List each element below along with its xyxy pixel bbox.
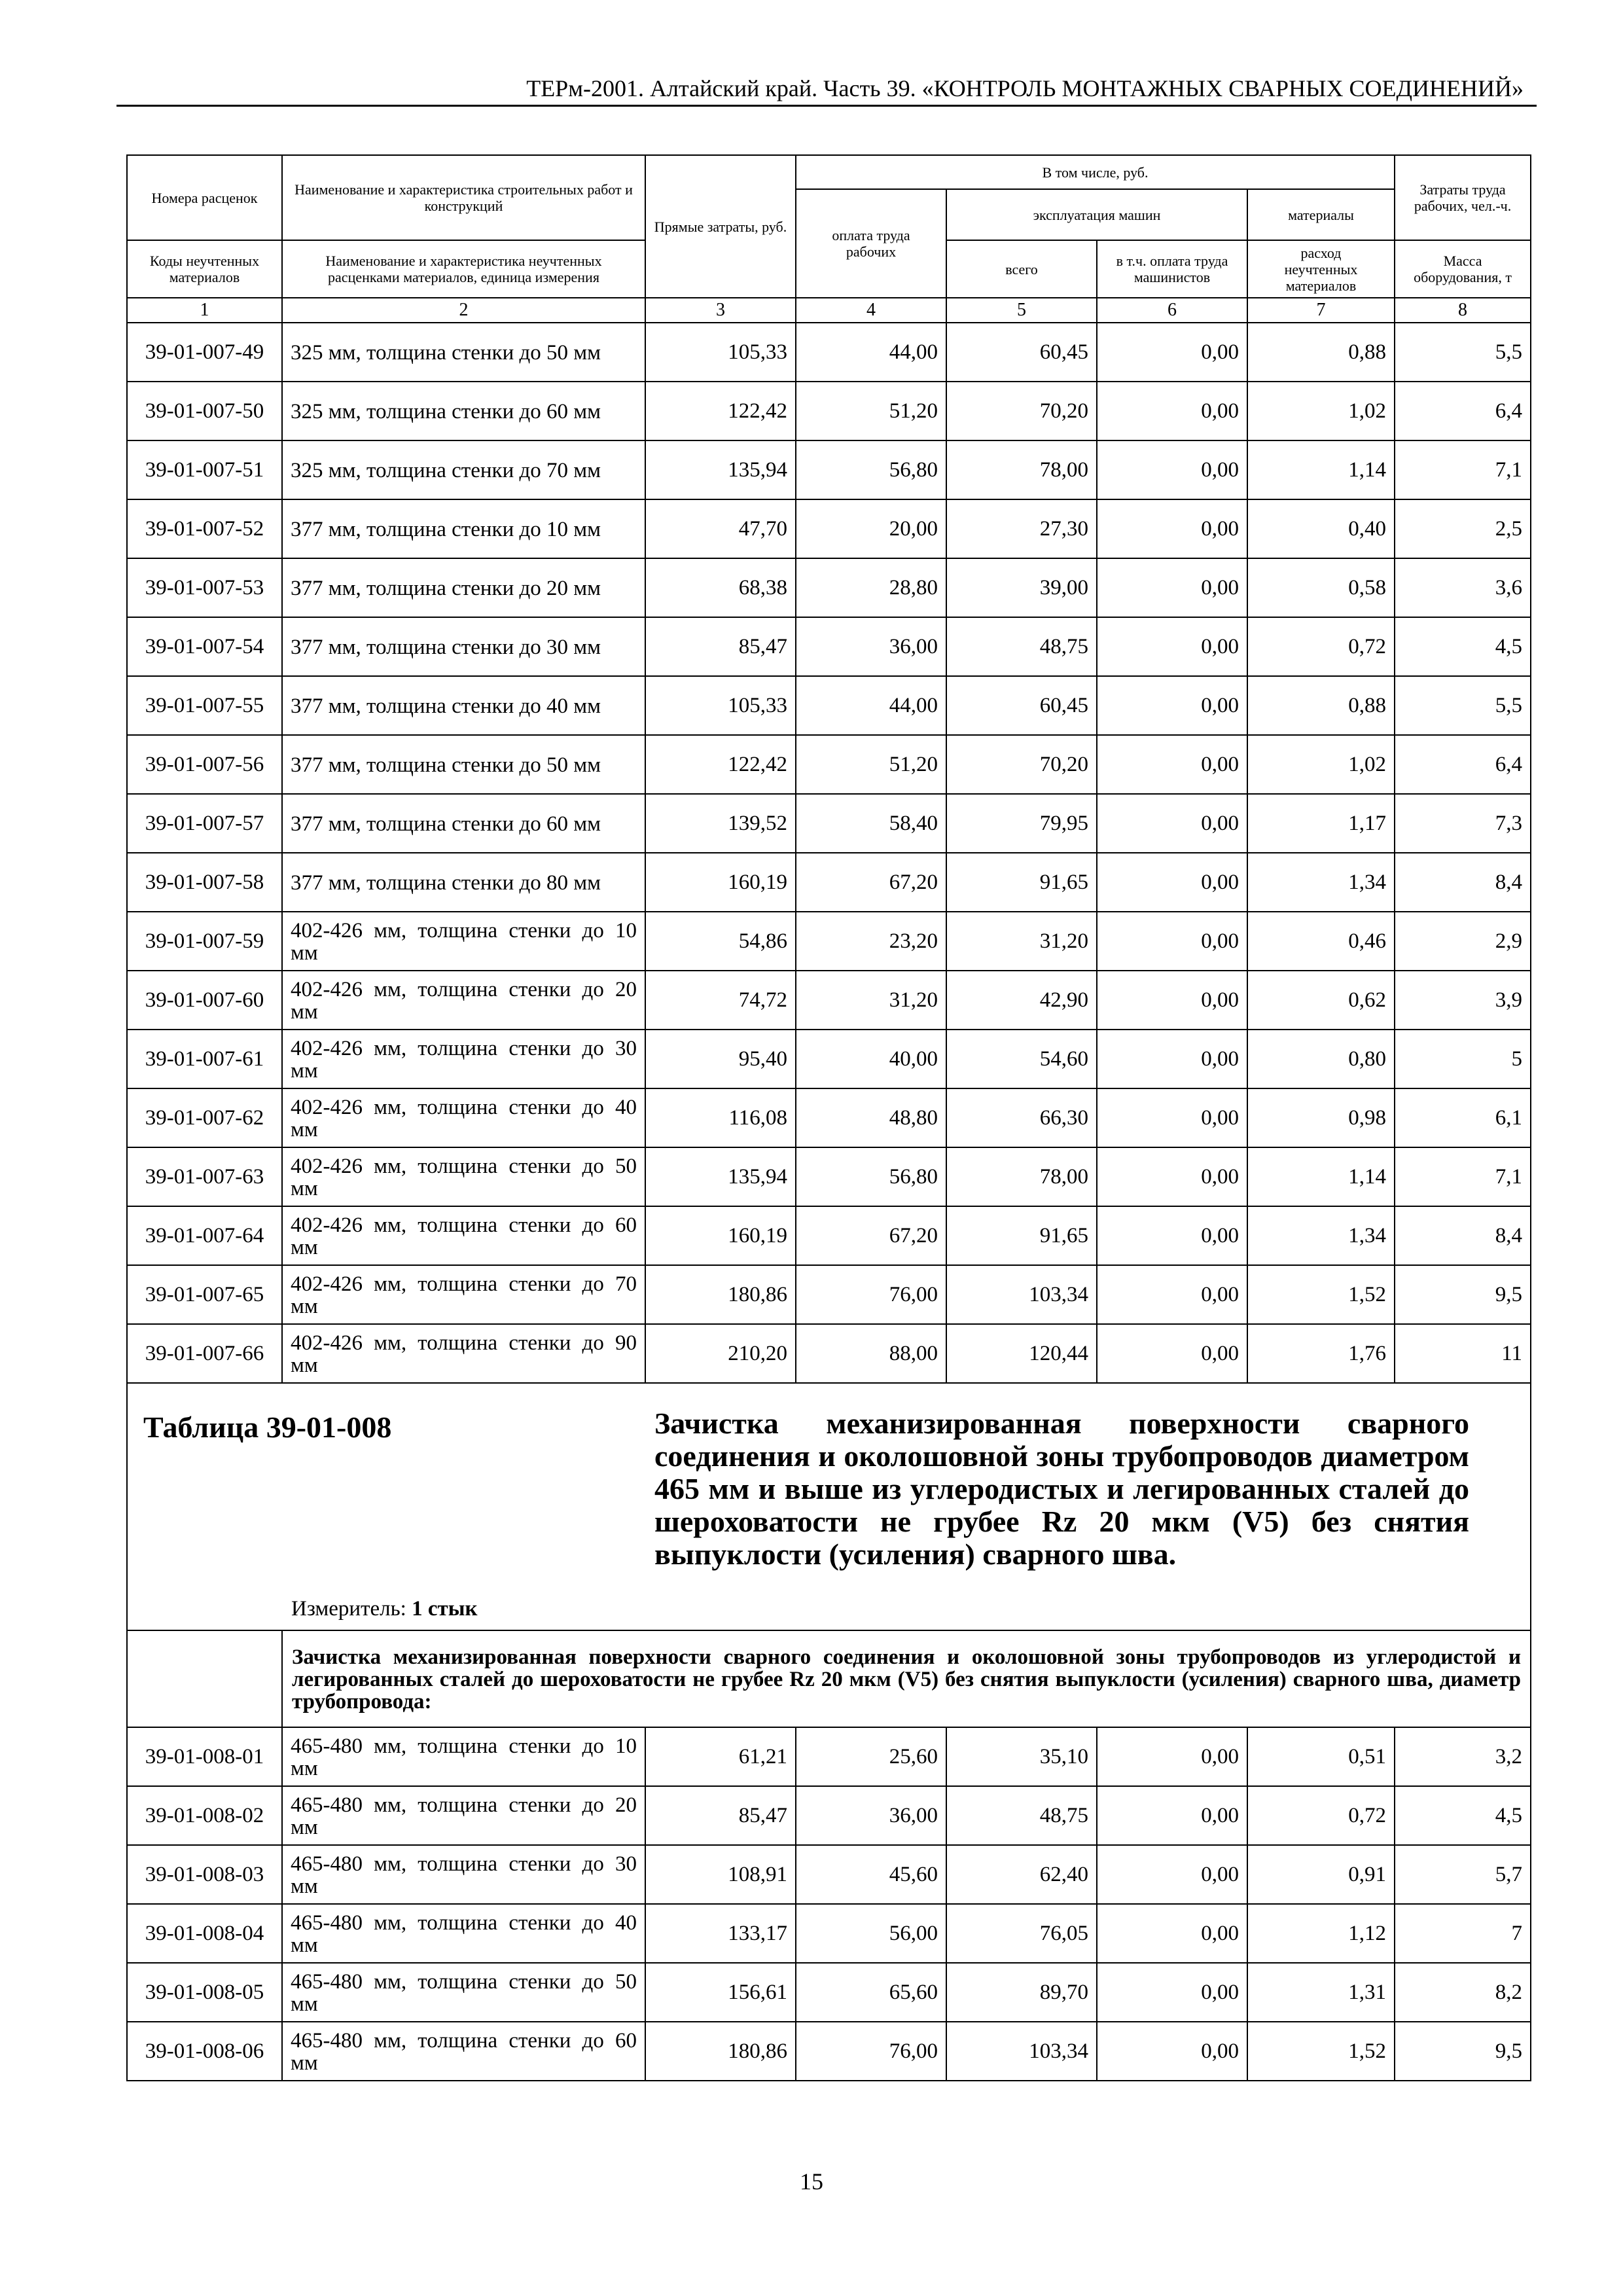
direct-costs: 105,33 bbox=[645, 323, 796, 382]
machine-operators-pay: 0,00 bbox=[1097, 1963, 1247, 2022]
rate-code: 39-01-008-06 bbox=[127, 2022, 282, 2081]
direct-costs: 180,86 bbox=[645, 2022, 796, 2081]
labor-pay: 48,80 bbox=[796, 1088, 946, 1147]
machines-total: 91,65 bbox=[946, 853, 1097, 912]
machine-operators-pay: 0,00 bbox=[1097, 971, 1247, 1030]
labor-pay: 44,00 bbox=[796, 676, 946, 735]
machines-total: 70,20 bbox=[946, 382, 1097, 440]
labor-hours: 8,4 bbox=[1395, 853, 1531, 912]
direct-costs: 85,47 bbox=[645, 617, 796, 676]
labor-pay: 56,80 bbox=[796, 440, 946, 499]
table-row bbox=[127, 853, 1531, 912]
labor-hours: 7,1 bbox=[1395, 440, 1531, 499]
meter-value: 1 стык bbox=[412, 1597, 478, 1621]
rates-table bbox=[126, 154, 1531, 2081]
column-number: 2 bbox=[282, 298, 645, 323]
table-row bbox=[127, 1265, 1531, 1324]
direct-costs: 85,47 bbox=[645, 1786, 796, 1845]
column-number: 4 bbox=[796, 298, 946, 323]
labor-pay: 45,60 bbox=[796, 1845, 946, 1904]
table-39-01-008-title-row bbox=[127, 1383, 1531, 1630]
table-row bbox=[127, 1324, 1531, 1383]
column-number: 8 bbox=[1395, 298, 1531, 323]
th-labor-costs: Затраты труда рабочих, чел.-ч. bbox=[1395, 155, 1531, 240]
header-row-1 bbox=[127, 155, 1531, 189]
table-row bbox=[127, 971, 1531, 1030]
table-row bbox=[127, 1904, 1531, 1963]
table-row bbox=[127, 499, 1531, 558]
th-code-mat: Коды неучтенных материалов bbox=[127, 240, 282, 298]
direct-costs: 68,38 bbox=[645, 558, 796, 617]
labor-hours: 7,1 bbox=[1395, 1147, 1531, 1206]
direct-costs: 108,91 bbox=[645, 1845, 796, 1904]
th-labor-pay: оплата труда рабочих bbox=[796, 189, 946, 298]
materials: 1,31 bbox=[1247, 1963, 1395, 2022]
rate-code: 39-01-007-57 bbox=[127, 794, 282, 853]
column-number: 1 bbox=[127, 298, 282, 323]
direct-costs: 54,86 bbox=[645, 912, 796, 971]
table-row bbox=[127, 1786, 1531, 1845]
machines-total: 78,00 bbox=[946, 1147, 1097, 1206]
rate-code: 39-01-007-50 bbox=[127, 382, 282, 440]
machines-total: 48,75 bbox=[946, 617, 1097, 676]
labor-pay: 40,00 bbox=[796, 1030, 946, 1088]
machines-total: 48,75 bbox=[946, 1786, 1097, 1845]
direct-costs: 210,20 bbox=[645, 1324, 796, 1383]
th-machines-total: всего bbox=[946, 240, 1097, 298]
labor-hours: 7 bbox=[1395, 1904, 1531, 1963]
table-row bbox=[127, 1206, 1531, 1265]
machine-operators-pay: 0,00 bbox=[1097, 1206, 1247, 1265]
machine-operators-pay: 0,00 bbox=[1097, 735, 1247, 794]
rate-description: 402-426 мм, толщина стенки до 60 мм bbox=[282, 1206, 645, 1265]
machine-operators-pay: 0,00 bbox=[1097, 1845, 1247, 1904]
rate-description: 465-480 мм, толщина стенки до 40 мм bbox=[282, 1904, 645, 1963]
materials: 0,51 bbox=[1247, 1727, 1395, 1786]
labor-hours: 5,5 bbox=[1395, 676, 1531, 735]
rate-code: 39-01-007-59 bbox=[127, 912, 282, 971]
machine-operators-pay: 0,00 bbox=[1097, 1265, 1247, 1324]
labor-pay: 76,00 bbox=[796, 1265, 946, 1324]
machines-total: 39,00 bbox=[946, 558, 1097, 617]
th-machines-operators: в т.ч. оплата труда машинистов bbox=[1097, 240, 1247, 298]
machines-total: 76,05 bbox=[946, 1904, 1097, 1963]
rate-description: 402-426 мм, толщина стенки до 30 мм bbox=[282, 1030, 645, 1088]
labor-pay: 51,20 bbox=[796, 735, 946, 794]
labor-pay: 25,60 bbox=[796, 1727, 946, 1786]
rate-description: 465-480 мм, толщина стенки до 30 мм bbox=[282, 1845, 645, 1904]
table-number: Таблица 39-01-008 bbox=[143, 1410, 392, 1444]
materials: 1,76 bbox=[1247, 1324, 1395, 1383]
table-row bbox=[127, 735, 1531, 794]
labor-hours: 4,5 bbox=[1395, 617, 1531, 676]
labor-pay: 36,00 bbox=[796, 1786, 946, 1845]
table-row bbox=[127, 2022, 1531, 2081]
rate-description: 402-426 мм, толщина стенки до 90 мм bbox=[282, 1324, 645, 1383]
machine-operators-pay: 0,00 bbox=[1097, 1904, 1247, 1963]
machines-total: 31,20 bbox=[946, 912, 1097, 971]
machines-total: 66,30 bbox=[946, 1088, 1097, 1147]
machines-total: 103,34 bbox=[946, 2022, 1097, 2081]
page-header bbox=[116, 71, 1537, 107]
materials: 0,88 bbox=[1247, 323, 1395, 382]
table-row bbox=[127, 1727, 1531, 1786]
rate-description: 325 мм, толщина стенки до 70 мм bbox=[282, 440, 645, 499]
labor-hours: 9,5 bbox=[1395, 2022, 1531, 2081]
labor-pay: 65,60 bbox=[796, 1963, 946, 2022]
column-number: 6 bbox=[1097, 298, 1247, 323]
rate-code: 39-01-007-62 bbox=[127, 1088, 282, 1147]
labor-hours: 4,5 bbox=[1395, 1786, 1531, 1845]
machine-operators-pay: 0,00 bbox=[1097, 2022, 1247, 2081]
machine-operators-pay: 0,00 bbox=[1097, 1786, 1247, 1845]
machine-operators-pay: 0,00 bbox=[1097, 1727, 1247, 1786]
rate-code: 39-01-007-60 bbox=[127, 971, 282, 1030]
machines-total: 42,90 bbox=[946, 971, 1097, 1030]
rate-description: 377 мм, толщина стенки до 20 мм bbox=[282, 558, 645, 617]
rate-code: 39-01-008-05 bbox=[127, 1963, 282, 2022]
labor-pay: 23,20 bbox=[796, 912, 946, 971]
rate-code: 39-01-007-53 bbox=[127, 558, 282, 617]
rate-description: 325 мм, толщина стенки до 60 мм bbox=[282, 382, 645, 440]
labor-hours: 6,4 bbox=[1395, 382, 1531, 440]
rate-code: 39-01-008-03 bbox=[127, 1845, 282, 1904]
table-row bbox=[127, 1845, 1531, 1904]
rate-code: 39-01-007-56 bbox=[127, 735, 282, 794]
machine-operators-pay: 0,00 bbox=[1097, 323, 1247, 382]
machine-operators-pay: 0,00 bbox=[1097, 617, 1247, 676]
section-heading-row bbox=[127, 1630, 1531, 1727]
rate-code: 39-01-007-65 bbox=[127, 1265, 282, 1324]
column-numbers-row bbox=[127, 298, 1531, 323]
labor-pay: 28,80 bbox=[796, 558, 946, 617]
materials: 1,02 bbox=[1247, 382, 1395, 440]
rate-code: 39-01-007-61 bbox=[127, 1030, 282, 1088]
labor-hours: 8,2 bbox=[1395, 1963, 1531, 2022]
page-number: 15 bbox=[800, 2168, 823, 2195]
section-heading: Зачистка механизированная поверхности сварного соединения и околошовной зоны трубопроводов из углеродистой и легированных сталей до шероховатости не грубее Rz 20 мкм (V5) без снятия выпуклости (усиления) сварного шва, диаметр трубопровода: bbox=[282, 1630, 1531, 1727]
machines-total: 60,45 bbox=[946, 323, 1097, 382]
direct-costs: 105,33 bbox=[645, 676, 796, 735]
materials: 0,88 bbox=[1247, 676, 1395, 735]
machine-operators-pay: 0,00 bbox=[1097, 676, 1247, 735]
labor-pay: 67,20 bbox=[796, 853, 946, 912]
labor-hours: 2,9 bbox=[1395, 912, 1531, 971]
materials: 0,91 bbox=[1247, 1845, 1395, 1904]
rate-description: 402-426 мм, толщина стенки до 10 мм bbox=[282, 912, 645, 971]
rate-description: 465-480 мм, толщина стенки до 60 мм bbox=[282, 2022, 645, 2081]
direct-costs: 61,21 bbox=[645, 1727, 796, 1786]
machines-total: 103,34 bbox=[946, 1265, 1097, 1324]
machines-total: 79,95 bbox=[946, 794, 1097, 853]
rate-description: 402-426 мм, толщина стенки до 20 мм bbox=[282, 971, 645, 1030]
rate-description: 377 мм, толщина стенки до 50 мм bbox=[282, 735, 645, 794]
table-row bbox=[127, 1088, 1531, 1147]
rate-description: 377 мм, толщина стенки до 60 мм bbox=[282, 794, 645, 853]
direct-costs: 133,17 bbox=[645, 1904, 796, 1963]
rate-description: 402-426 мм, толщина стенки до 70 мм bbox=[282, 1265, 645, 1324]
materials: 0,40 bbox=[1247, 499, 1395, 558]
table-row bbox=[127, 794, 1531, 853]
direct-costs: 47,70 bbox=[645, 499, 796, 558]
materials: 1,52 bbox=[1247, 2022, 1395, 2081]
labor-pay: 58,40 bbox=[796, 794, 946, 853]
machines-total: 91,65 bbox=[946, 1206, 1097, 1265]
labor-hours: 8,4 bbox=[1395, 1206, 1531, 1265]
materials: 1,52 bbox=[1247, 1265, 1395, 1324]
rate-code: 39-01-007-51 bbox=[127, 440, 282, 499]
labor-hours: 6,1 bbox=[1395, 1088, 1531, 1147]
rate-description: 465-480 мм, толщина стенки до 50 мм bbox=[282, 1963, 645, 2022]
labor-pay: 20,00 bbox=[796, 499, 946, 558]
labor-hours: 3,9 bbox=[1395, 971, 1531, 1030]
labor-hours: 3,2 bbox=[1395, 1727, 1531, 1786]
rate-code: 39-01-007-66 bbox=[127, 1324, 282, 1383]
materials: 1,34 bbox=[1247, 1206, 1395, 1265]
machine-operators-pay: 0,00 bbox=[1097, 382, 1247, 440]
rate-code: 39-01-008-04 bbox=[127, 1904, 282, 1963]
labor-hours: 6,4 bbox=[1395, 735, 1531, 794]
materials: 0,72 bbox=[1247, 617, 1395, 676]
machines-total: 78,00 bbox=[946, 440, 1097, 499]
labor-hours: 11 bbox=[1395, 1324, 1531, 1383]
rate-code: 39-01-007-54 bbox=[127, 617, 282, 676]
direct-costs: 160,19 bbox=[645, 1206, 796, 1265]
machines-total: 27,30 bbox=[946, 499, 1097, 558]
th-name-mat: Наименование и характеристика неучтенных расценками материалов, единица измерения bbox=[282, 240, 645, 298]
machine-operators-pay: 0,00 bbox=[1097, 440, 1247, 499]
machine-operators-pay: 0,00 bbox=[1097, 499, 1247, 558]
materials: 0,72 bbox=[1247, 1786, 1395, 1845]
machines-total: 70,20 bbox=[946, 735, 1097, 794]
rate-description: 402-426 мм, толщина стенки до 50 мм bbox=[282, 1147, 645, 1206]
rate-description: 402-426 мм, толщина стенки до 40 мм bbox=[282, 1088, 645, 1147]
direct-costs: 95,40 bbox=[645, 1030, 796, 1088]
machines-total: 89,70 bbox=[946, 1963, 1097, 2022]
table-row bbox=[127, 1030, 1531, 1088]
labor-hours: 5,7 bbox=[1395, 1845, 1531, 1904]
table-row bbox=[127, 676, 1531, 735]
direct-costs: 135,94 bbox=[645, 1147, 796, 1206]
direct-costs: 122,42 bbox=[645, 735, 796, 794]
labor-pay: 51,20 bbox=[796, 382, 946, 440]
rate-description: 377 мм, толщина стенки до 30 мм bbox=[282, 617, 645, 676]
labor-hours: 3,6 bbox=[1395, 558, 1531, 617]
labor-pay: 36,00 bbox=[796, 617, 946, 676]
materials: 1,14 bbox=[1247, 440, 1395, 499]
table-row bbox=[127, 1963, 1531, 2022]
materials: 0,46 bbox=[1247, 912, 1395, 971]
labor-pay: 44,00 bbox=[796, 323, 946, 382]
labor-hours: 5,5 bbox=[1395, 323, 1531, 382]
machines-total: 35,10 bbox=[946, 1727, 1097, 1786]
materials: 0,98 bbox=[1247, 1088, 1395, 1147]
labor-hours: 9,5 bbox=[1395, 1265, 1531, 1324]
rate-description: 325 мм, толщина стенки до 50 мм bbox=[282, 323, 645, 382]
th-name: Наименование и характеристика строительных работ и конструкций bbox=[282, 155, 645, 240]
materials: 1,02 bbox=[1247, 735, 1395, 794]
machines-total: 62,40 bbox=[946, 1845, 1097, 1904]
rate-description: 377 мм, толщина стенки до 40 мм bbox=[282, 676, 645, 735]
machines-total: 54,60 bbox=[946, 1030, 1097, 1088]
labor-pay: 56,80 bbox=[796, 1147, 946, 1206]
th-direct: Прямые затраты, руб. bbox=[645, 155, 796, 298]
rate-description: 465-480 мм, толщина стенки до 10 мм bbox=[282, 1727, 645, 1786]
machine-operators-pay: 0,00 bbox=[1097, 558, 1247, 617]
direct-costs: 74,72 bbox=[645, 971, 796, 1030]
direct-costs: 135,94 bbox=[645, 440, 796, 499]
th-equipment-mass: Масса оборудования, т bbox=[1395, 240, 1531, 298]
th-materials: материалы bbox=[1247, 189, 1395, 240]
machine-operators-pay: 0,00 bbox=[1097, 853, 1247, 912]
labor-pay: 56,00 bbox=[796, 1904, 946, 1963]
machine-operators-pay: 0,00 bbox=[1097, 794, 1247, 853]
direct-costs: 156,61 bbox=[645, 1963, 796, 2022]
meter bbox=[291, 1597, 478, 1621]
machine-operators-pay: 0,00 bbox=[1097, 1088, 1247, 1147]
materials: 0,80 bbox=[1247, 1030, 1395, 1088]
machines-total: 120,44 bbox=[946, 1324, 1097, 1383]
meter-label: Измеритель: bbox=[291, 1597, 406, 1621]
rate-code: 39-01-008-02 bbox=[127, 1786, 282, 1845]
table-row bbox=[127, 912, 1531, 971]
materials: 1,17 bbox=[1247, 794, 1395, 853]
machine-operators-pay: 0,00 bbox=[1097, 1030, 1247, 1088]
machine-operators-pay: 0,00 bbox=[1097, 1324, 1247, 1383]
rate-description: 465-480 мм, толщина стенки до 20 мм bbox=[282, 1786, 645, 1845]
table-row bbox=[127, 382, 1531, 440]
materials: 1,12 bbox=[1247, 1904, 1395, 1963]
materials: 1,34 bbox=[1247, 853, 1395, 912]
rate-code: 39-01-007-52 bbox=[127, 499, 282, 558]
direct-costs: 122,42 bbox=[645, 382, 796, 440]
direct-costs: 180,86 bbox=[645, 1265, 796, 1324]
table-row bbox=[127, 323, 1531, 382]
table-row bbox=[127, 558, 1531, 617]
rate-code: 39-01-007-49 bbox=[127, 323, 282, 382]
labor-hours: 2,5 bbox=[1395, 499, 1531, 558]
column-number: 3 bbox=[645, 298, 796, 323]
machines-total: 60,45 bbox=[946, 676, 1097, 735]
rate-code: 39-01-007-63 bbox=[127, 1147, 282, 1206]
running-title: ТЕРм-2001. Алтайский край. Часть 39. «КОНТРОЛЬ МОНТАЖНЫХ СВАРНЫХ СОЕДИНЕНИЙ» bbox=[526, 75, 1524, 101]
rate-code: 39-01-007-64 bbox=[127, 1206, 282, 1265]
rate-code: 39-01-007-55 bbox=[127, 676, 282, 735]
th-code: Номера расценок bbox=[127, 155, 282, 240]
table-title: Зачистка механизированная поверхности сварного соединения и околошовной зоны трубопроводов диаметром 465 мм и выше из углеродистых и легированных сталей до шероховатости не грубее Rz 20 мкм (V5) без снятия выпуклости (усиления) сварного шва. bbox=[654, 1407, 1469, 1571]
direct-costs: 160,19 bbox=[645, 853, 796, 912]
materials: 1,14 bbox=[1247, 1147, 1395, 1206]
table-row bbox=[127, 440, 1531, 499]
materials: 0,58 bbox=[1247, 558, 1395, 617]
table-row bbox=[127, 1147, 1531, 1206]
machine-operators-pay: 0,00 bbox=[1097, 1147, 1247, 1206]
materials: 0,62 bbox=[1247, 971, 1395, 1030]
rate-description: 377 мм, толщина стенки до 10 мм bbox=[282, 499, 645, 558]
labor-hours: 7,3 bbox=[1395, 794, 1531, 853]
column-number: 7 bbox=[1247, 298, 1395, 323]
labor-pay: 88,00 bbox=[796, 1324, 946, 1383]
th-materials-unaccounted: расход неучтенных материалов bbox=[1247, 240, 1395, 298]
direct-costs: 116,08 bbox=[645, 1088, 796, 1147]
labor-pay: 67,20 bbox=[796, 1206, 946, 1265]
machine-operators-pay: 0,00 bbox=[1097, 912, 1247, 971]
rate-code: 39-01-008-01 bbox=[127, 1727, 282, 1786]
column-number: 5 bbox=[946, 298, 1097, 323]
rate-description: 377 мм, толщина стенки до 80 мм bbox=[282, 853, 645, 912]
th-including: В том числе, руб. bbox=[796, 155, 1395, 189]
table-row bbox=[127, 617, 1531, 676]
th-machines: эксплуатация машин bbox=[946, 189, 1247, 240]
labor-pay: 31,20 bbox=[796, 971, 946, 1030]
labor-hours: 5 bbox=[1395, 1030, 1531, 1088]
rate-code: 39-01-007-58 bbox=[127, 853, 282, 912]
labor-pay: 76,00 bbox=[796, 2022, 946, 2081]
direct-costs: 139,52 bbox=[645, 794, 796, 853]
